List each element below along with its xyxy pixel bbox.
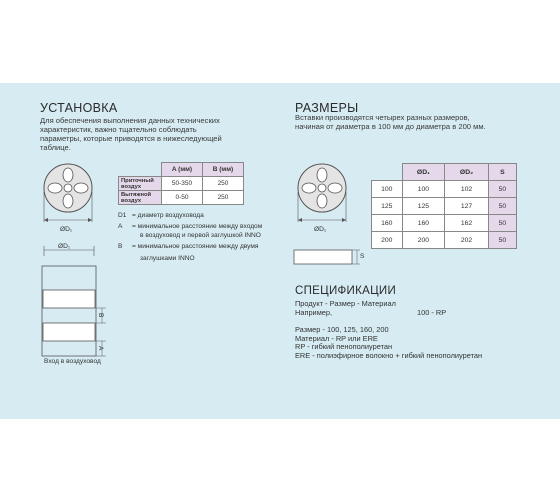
diameter-label-right: ØD₁	[314, 226, 327, 233]
table-header-row	[119, 163, 244, 177]
row-label-exhaust: Вытяжной воздух	[119, 191, 162, 205]
sizes-table	[371, 163, 517, 249]
table-row: 160 160 162 50	[372, 215, 517, 232]
thickness-s-label: S	[360, 253, 365, 260]
column-header-b: B (мм)	[203, 163, 244, 177]
specifications-title: СПЕЦИФИКАЦИИ	[295, 285, 397, 297]
dimension-legend: D1 = диаметр воздуховода A = минимальное расстояние между входом в воздуховод и первой заглушкой INNO B = минимальное расстояние между двумя заглушками INNO	[118, 212, 263, 262]
diameter-label-duct: ØD₁	[58, 243, 71, 250]
installation-table	[118, 162, 244, 205]
specifications-block: Продукт - Размер - Материал Например, 100 - RP Размер - 100, 125, 160, 200 Материал - RP или ERE RP - гибкий пенополиуретан ERE - полиэфирное волокно + гибкий пенополиуретан	[295, 299, 483, 360]
duct-installation-drawing	[36, 244, 116, 368]
installation-intro: Для обеспечения выполнения данных технических характеристик, важно тщательно соблюдать параметры, которые приводятся в нижеследующей таблице.	[40, 116, 222, 152]
table-row: Вытяжной воздух 0-50 250	[119, 191, 244, 205]
column-header-a: A (мм)	[162, 163, 203, 177]
dimension-b-label: B	[97, 313, 104, 318]
column-header-od2: ØD₂	[445, 164, 488, 181]
table-row: 100 100 102 50	[372, 181, 517, 198]
table-row: 125 125 127 50	[372, 198, 517, 215]
column-header-od1: ØD₁	[402, 164, 445, 181]
installation-title: УСТАНОВКА	[40, 101, 118, 115]
diameter-label-left: ØD₁	[60, 226, 73, 233]
row-label-supply: Приточный воздух	[119, 177, 162, 191]
column-header-s: S	[488, 164, 516, 181]
dimension-a-label: A	[97, 346, 104, 351]
table-row: Приточный воздух 50-350 250	[119, 177, 244, 191]
insert-side-view	[292, 246, 368, 270]
table-row: 200 200 202 50	[372, 232, 517, 249]
sizes-intro: Вставки производятся четырех разных размеров, начиная от диаметра в 100 мм до диаметра в 200 мм.	[295, 113, 486, 131]
spec-example: 100 - RP	[417, 307, 447, 317]
sizes-title: РАЗМЕРЫ	[295, 101, 359, 115]
duct-inlet-caption: Вход в воздуховод	[44, 358, 101, 365]
table-header-row	[372, 164, 517, 181]
